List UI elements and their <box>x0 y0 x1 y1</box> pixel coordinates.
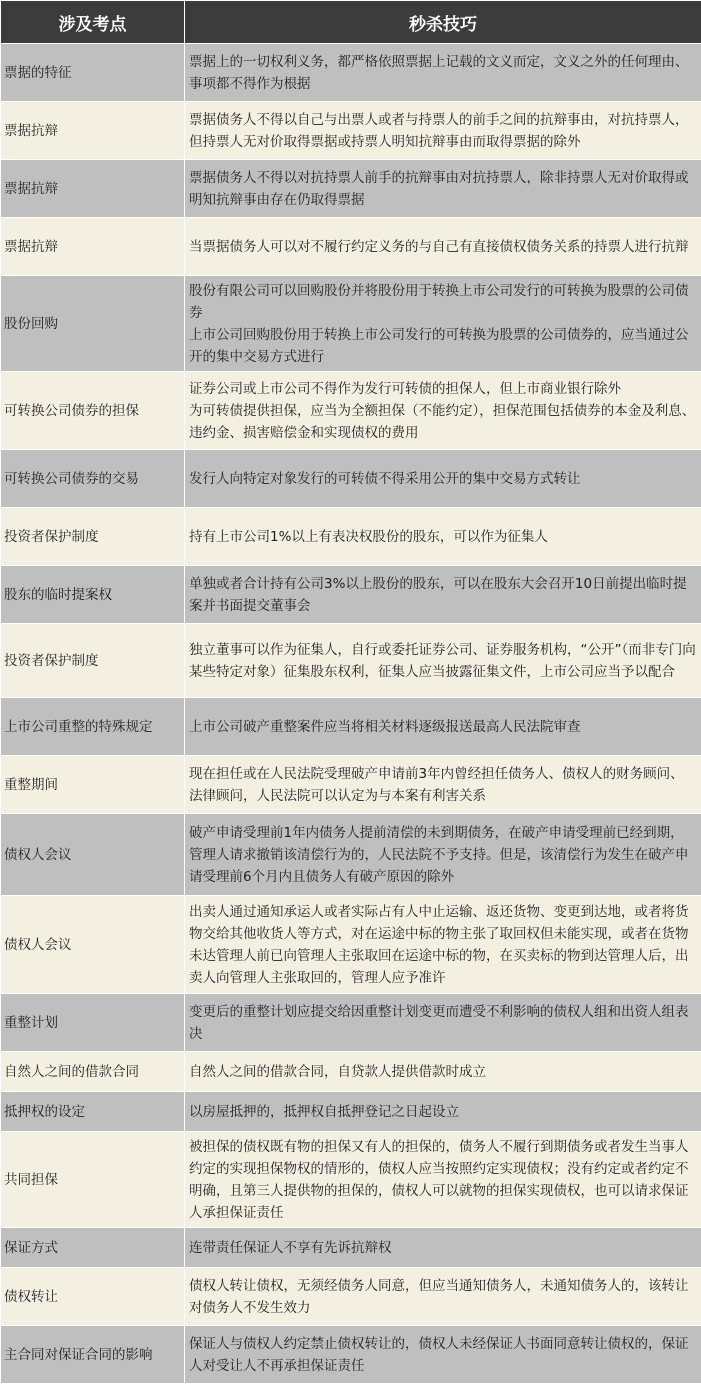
row-tip: 出卖人通过通知承运人或者实际占有人中止运输、返还货物、变更到达地，或者将货物交给其他收货人等方式，对在运途中标的物主张了取回权但未能实现，或者在货物未达管理人前已向管理人主张取回在运途中标的物，在买卖标的物到达管理人后，出卖人向管理人主张取回的，管理人应予准许 <box>185 896 701 994</box>
table-row <box>1 1268 701 1326</box>
row-tip: 债权人转让债权，无须经债务人同意，但应当通知债务人，未通知债务人的，该转让对债务人不发生效力 <box>185 1268 701 1326</box>
tip-line: 上市公司回购股份用于转换上市公司发行的可转换为股票的公司债券的，应当通过公开的集中交易方式进行 <box>189 326 689 365</box>
tip-line: 为可转债提供担保，应当为全额担保（不能约定），担保范围包括债券的本金及利息、违约金、损害赔偿金和实现债权的费用 <box>189 402 696 441</box>
header-topic: 涉及考点 <box>1 1 185 44</box>
tip-line: 证券公司或上市公司不得作为发行可转债的担保人，但上市商业银行除外 <box>189 380 621 397</box>
table-row <box>1 160 701 218</box>
row-tip: 连带责任保证人不享有先诉抗辩权 <box>185 1228 701 1268</box>
table-row <box>1 218 701 276</box>
row-topic: 保证方式 <box>1 1228 185 1268</box>
table-row <box>1 698 701 756</box>
table-row <box>1 102 701 160</box>
table-row <box>1 1132 701 1228</box>
table-row <box>1 44 701 102</box>
table-row <box>1 814 701 896</box>
row-topic: 股东的临时提案权 <box>1 566 185 624</box>
row-tip: 现在担任或在人民法院受理破产申请前3年内曾经担任债务人、债权人的财务顾问、法律顾问，人民法院可以认定为与本案有利害关系 <box>185 756 701 814</box>
header-tip: 秒杀技巧 <box>185 1 701 44</box>
table-row <box>1 1052 701 1092</box>
row-tip: 保证人与债权人约定禁止债权转让的，债权人未经保证人书面同意转让债权的，保证人对受让人不再承担保证责任 <box>185 1326 701 1384</box>
row-topic: 债权人会议 <box>1 896 185 994</box>
row-tip: 变更后的重整计划应提交给因重整计划变更而遭受不利影响的债权人组和出资人组表决 <box>185 994 701 1052</box>
table-row <box>1 450 701 508</box>
table-row <box>1 896 701 994</box>
table-row <box>1 276 701 372</box>
row-tip: 破产申请受理前1年内债务人提前清偿的未到期债务，在破产申请受理前已经到期，管理人请求撤销该清偿行为的，人民法院不予支持。但是，该清偿行为发生在破产申请受理前6个月内且债务人有破产原因的除外 <box>185 814 701 896</box>
row-topic: 票据抗辩 <box>1 218 185 276</box>
row-tip: 票据债务人不得以自己与出票人或者与持票人的前手之间的抗辩事由，对抗持票人，但持票人无对价取得票据或持票人明知抗辩事由而取得票据的除外 <box>185 102 701 160</box>
table-header-row <box>1 1 701 44</box>
row-tip: 以房屋抵押的，抵押权自抵押登记之日起设立 <box>185 1092 701 1132</box>
tip-line: 股份有限公司可以回购股份并将股份用于转换上市公司发行的可转换为股票的公司债券 <box>189 282 689 321</box>
row-tip: 自然人之间的借款合同，自贷款人提供借款时成立 <box>185 1052 701 1092</box>
row-topic: 共同担保 <box>1 1132 185 1228</box>
row-tip: 上市公司破产重整案件应当将相关材料逐级报送最高人民法院审查 <box>185 698 701 756</box>
table-row <box>1 756 701 814</box>
row-topic: 可转换公司债券的交易 <box>1 450 185 508</box>
table-row <box>1 1326 701 1384</box>
row-topic: 票据的特征 <box>1 44 185 102</box>
row-topic: 股份回购 <box>1 276 185 372</box>
row-topic: 债权人会议 <box>1 814 185 896</box>
table-row <box>1 994 701 1052</box>
row-topic: 可转换公司债券的担保 <box>1 372 185 450</box>
row-tip: 票据债务人不得以对抗持票人前手的抗辩事由对抗持票人，除非持票人无对价取得或明知抗辩事由存在仍取得票据 <box>185 160 701 218</box>
row-tip: 持有上市公司1%以上有表决权股份的股东，可以作为征集人 <box>185 508 701 566</box>
row-tip <box>185 372 701 450</box>
row-tip: 独立董事可以作为征集人，自行或委托证券公司、证券服务机构，“公开”（而非专门向某些特定对象）征集股东权利，征集人应当披露征集文件，上市公司应当予以配合 <box>185 624 701 698</box>
row-topic: 票据抗辩 <box>1 102 185 160</box>
row-topic: 上市公司重整的特殊规定 <box>1 698 185 756</box>
row-tip <box>185 276 701 372</box>
row-topic: 重整计划 <box>1 994 185 1052</box>
row-tip: 发行人向特定对象发行的可转债不得采用公开的集中交易方式转让 <box>185 450 701 508</box>
table-row <box>1 566 701 624</box>
table-row <box>1 508 701 566</box>
row-topic: 债权转让 <box>1 1268 185 1326</box>
row-tip: 当票据债务人可以对不履行约定义务的与自己有直接债权债务关系的持票人进行抗辩 <box>185 218 701 276</box>
row-topic: 投资者保护制度 <box>1 508 185 566</box>
row-tip: 票据上的一切权利义务，都严格依照票据上记载的文义而定，文义之外的任何理由、事项都不得作为根据 <box>185 44 701 102</box>
table-row <box>1 1092 701 1132</box>
row-tip: 被担保的债权既有物的担保又有人的担保的，债务人不履行到期债务或者发生当事人约定的实现担保物权的情形的，债权人应当按照约定实现债权；没有约定或者约定不明确，且第三人提供物的担保的，债权人可以就物的担保实现债权，也可以请求保证人承担保证责任 <box>185 1132 701 1228</box>
row-topic: 自然人之间的借款合同 <box>1 1052 185 1092</box>
table-row <box>1 372 701 450</box>
table-row <box>1 624 701 698</box>
row-topic: 重整期间 <box>1 756 185 814</box>
row-topic: 主合同对保证合同的影响 <box>1 1326 185 1384</box>
table-row <box>1 1228 701 1268</box>
row-topic: 投资者保护制度 <box>1 624 185 698</box>
row-topic: 抵押权的设定 <box>1 1092 185 1132</box>
row-topic: 票据抗辩 <box>1 160 185 218</box>
row-tip: 单独或者合计持有公司3%以上股份的股东，可以在股东大会召开10日前提出临时提案并书面提交董事会 <box>185 566 701 624</box>
